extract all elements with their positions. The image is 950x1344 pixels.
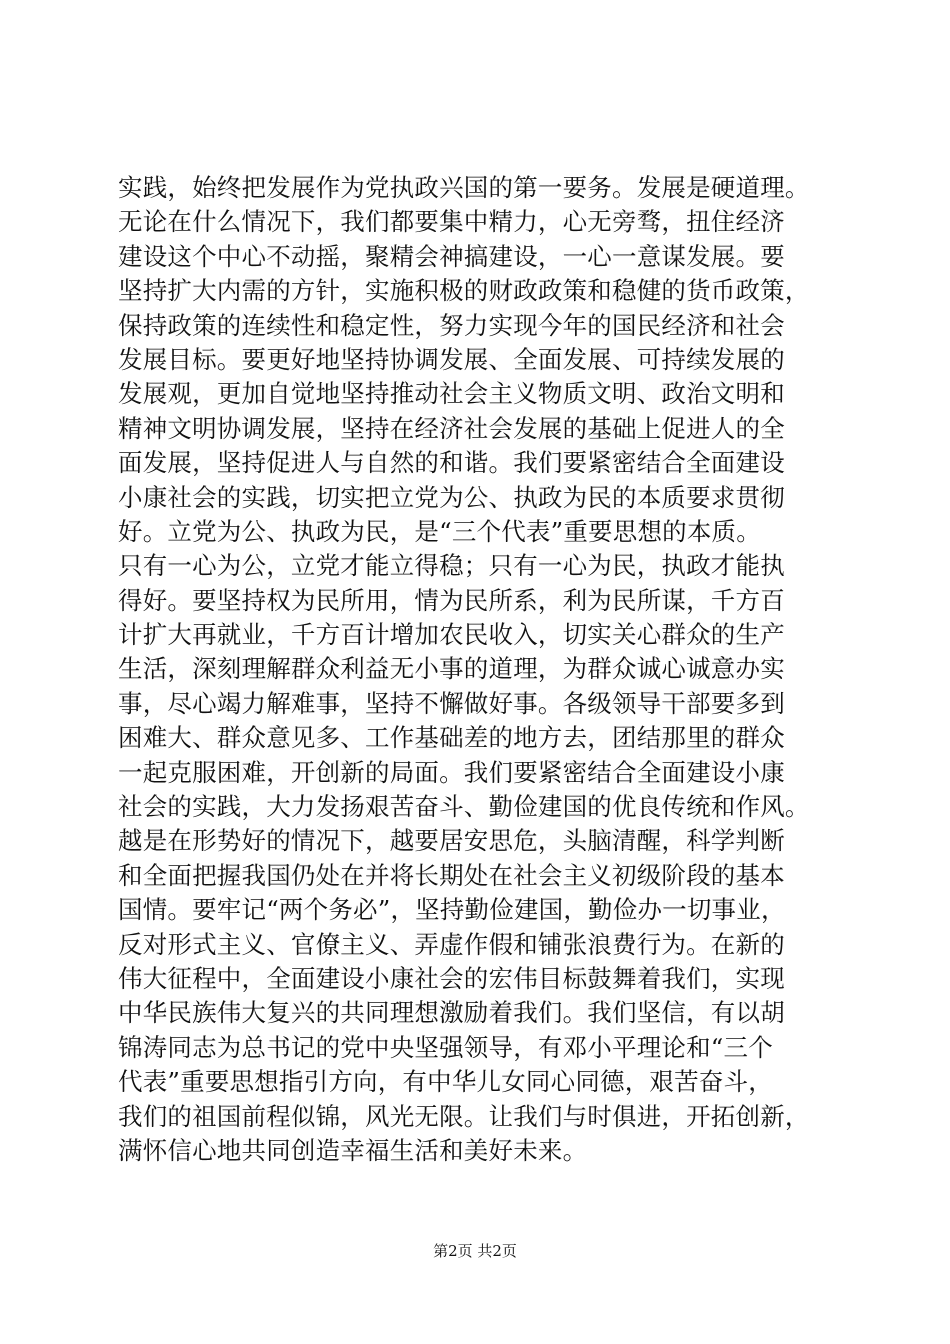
text-line: 计扩大再就业，千方百计增加农民收入，切实关心群众的生产 bbox=[118, 620, 785, 650]
text-line: 无论在什么情况下，我们都要集中精力，心无旁骛，扭住经济 bbox=[118, 207, 785, 237]
text-line: 面发展，坚持促进人与自然的和谐。我们要紧密结合全面建设 bbox=[118, 448, 785, 478]
text-line: 只有一心为公，立党才能立得稳；只有一心为民，执政才能执 bbox=[118, 551, 785, 581]
text-line: 代表”重要思想指引方向，有中华儿女同心同德，艰苦奋斗， bbox=[118, 1067, 773, 1097]
text-line: 发展观，更加自觉地坚持推动社会主义物质文明、政治文明和 bbox=[118, 379, 785, 409]
text-line: 实践，始终把发展作为党执政兴国的第一要务。发展是硬道理。 bbox=[118, 173, 810, 202]
text-line: 坚持扩大内需的方针，实施积极的财政政策和稳健的货币政策， bbox=[118, 276, 810, 306]
text-line: 发展目标。要更好地坚持协调发展、全面发展、可持续发展的 bbox=[118, 344, 785, 374]
text-line: 建设这个中心不动摇，聚精会神搞建设，一心一意谋发展。要 bbox=[118, 241, 785, 271]
page-number-footer: 第2页 共2页 bbox=[433, 1242, 517, 1260]
text-line: 反对形式主义、官僚主义、弄虚作假和铺张浪费行为。在新的 bbox=[118, 929, 785, 959]
text-line: 保持政策的连续性和稳定性，努力实现今年的国民经济和社会 bbox=[118, 310, 785, 340]
text-line: 越是在形势好的情况下，越要居安思危，头脑清醒，科学判断 bbox=[118, 826, 785, 856]
text-line: 和全面把握我国仍处在并将长期处在社会主义初级阶段的基本 bbox=[118, 860, 785, 890]
text-line: 满怀信心地共同创造幸福生活和美好未来。 bbox=[118, 1135, 588, 1165]
body-paragraph bbox=[118, 171, 838, 1168]
text-line: 困难大、群众意见多、工作基础差的地方去，团结那里的群众 bbox=[118, 723, 785, 753]
text-line: 我们的祖国前程似锦，风光无限。让我们与时俱进，开拓创新， bbox=[118, 1101, 810, 1131]
text-line: 精神文明协调发展，坚持在经济社会发展的基础上促进人的全 bbox=[118, 413, 785, 443]
text-line: 社会的实践，大力发扬艰苦奋斗、勤俭建国的优良传统和作风。 bbox=[118, 792, 810, 822]
text-line: 锦涛同志为总书记的党中央坚强领导，有邓小平理论和“三个 bbox=[118, 1032, 773, 1062]
text-line: 中华民族伟大复兴的共同理想激励着我们。我们坚信，有以胡 bbox=[118, 998, 785, 1028]
text-line: 事，尽心竭力解难事，坚持不懈做好事。各级领导干部要多到 bbox=[118, 688, 785, 718]
text-line: 得好。要坚持权为民所用，情为民所系，利为民所谋，千方百 bbox=[118, 585, 785, 615]
text-line: 一起克服困难，开创新的局面。我们要紧密结合全面建设小康 bbox=[118, 757, 785, 787]
text-line: 好。立党为公、执政为民，是“三个代表”重要思想的本质。 bbox=[118, 516, 761, 546]
text-line: 生活，深刻理解群众利益无小事的道理，为群众诚心诚意办实 bbox=[118, 654, 785, 684]
text-line: 小康社会的实践，切实把立党为公、执政为民的本质要求贯彻 bbox=[118, 482, 785, 512]
text-line: 伟大征程中，全面建设小康社会的宏伟目标鼓舞着我们，实现 bbox=[118, 963, 785, 993]
text-line: 国情。要牢记“两个务必”，坚持勤俭建国，勤俭办一切事业， bbox=[118, 895, 786, 925]
